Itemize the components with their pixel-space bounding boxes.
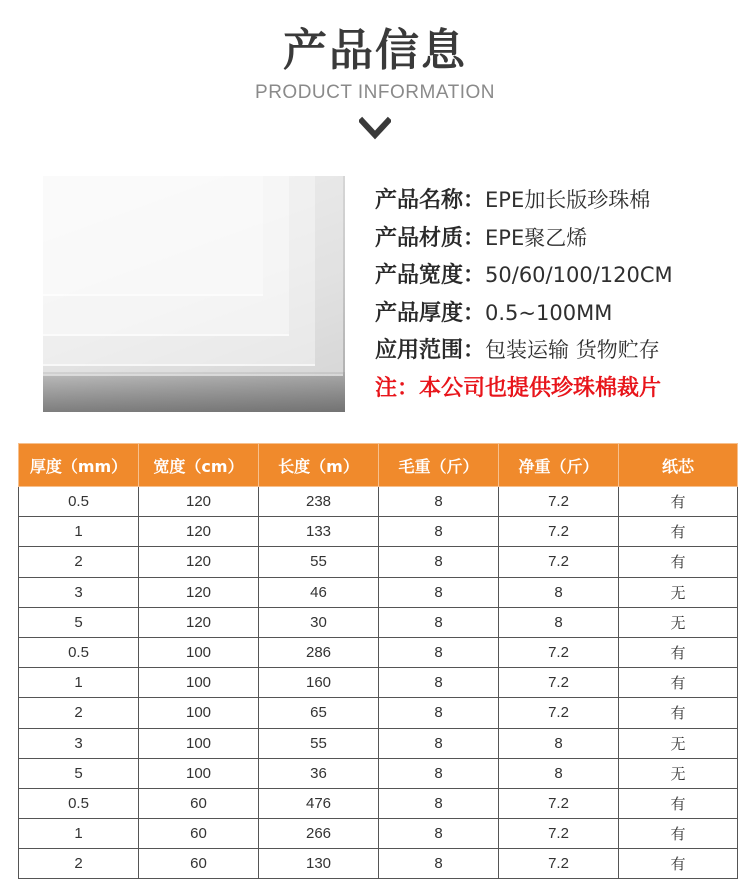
cell-thickness: 5: [19, 607, 139, 637]
cell-net-weight: 7.2: [499, 517, 619, 547]
info-row-name: [375, 183, 673, 221]
cell-thickness: 0.5: [19, 637, 139, 667]
table-row: [19, 517, 738, 547]
table-header-row: [19, 444, 738, 487]
note-text: 注：本公司也提供珍珠棉裁片: [375, 375, 662, 401]
header-net-weight: 净重（斤）: [499, 444, 619, 487]
cell-width: 120: [139, 607, 259, 637]
cell-width: 60: [139, 788, 259, 818]
cell-paper-core: 无: [619, 728, 738, 758]
cell-width: 100: [139, 637, 259, 667]
product-info-list: [375, 183, 673, 408]
cell-thickness: 1: [19, 819, 139, 849]
header-thickness: 厚度（mm）: [19, 444, 139, 487]
cell-thickness: 5: [19, 758, 139, 788]
cell-gross-weight: 8: [379, 577, 499, 607]
cell-length: 476: [259, 788, 379, 818]
info-row-thickness: [375, 296, 673, 334]
cell-paper-core: 有: [619, 547, 738, 577]
info-label: 产品名称：: [375, 188, 486, 213]
cell-gross-weight: 8: [379, 728, 499, 758]
spec-table: [18, 443, 738, 879]
info-row-material: [375, 221, 673, 259]
table-row: [19, 487, 738, 517]
table-row: [19, 728, 738, 758]
cell-length: 133: [259, 517, 379, 547]
cell-length: 266: [259, 819, 379, 849]
cell-thickness: 2: [19, 698, 139, 728]
cell-width: 60: [139, 819, 259, 849]
table-row: [19, 849, 738, 879]
cell-paper-core: 无: [619, 577, 738, 607]
cell-paper-core: 有: [619, 788, 738, 818]
cell-thickness: 2: [19, 547, 139, 577]
cell-width: 100: [139, 668, 259, 698]
info-label: 产品厚度：: [375, 300, 486, 326]
info-label: 应用范围：: [375, 338, 486, 363]
cell-width: 100: [139, 758, 259, 788]
cell-paper-core: 无: [619, 607, 738, 637]
cell-paper-core: 有: [619, 849, 738, 879]
cell-gross-weight: 8: [379, 819, 499, 849]
table-row: [19, 819, 738, 849]
header-length: 长度（m）: [259, 444, 379, 487]
cell-gross-weight: 8: [379, 487, 499, 517]
header-gross-weight: 毛重（斤）: [379, 444, 499, 487]
table-row: [19, 788, 738, 818]
cell-width: 120: [139, 547, 259, 577]
info-value: 50/60/100/120CM: [485, 263, 673, 287]
cell-length: 36: [259, 758, 379, 788]
table-row: [19, 758, 738, 788]
cell-net-weight: 8: [499, 728, 619, 758]
cell-length: 46: [259, 577, 379, 607]
cell-length: 65: [259, 698, 379, 728]
chevron-down-icon: [359, 116, 391, 142]
cell-gross-weight: 8: [379, 547, 499, 577]
cell-gross-weight: 8: [379, 698, 499, 728]
cell-net-weight: 7.2: [499, 547, 619, 577]
cell-net-weight: 7.2: [499, 668, 619, 698]
cell-length: 55: [259, 547, 379, 577]
info-label: 产品材质：: [375, 225, 486, 251]
cell-gross-weight: 8: [379, 849, 499, 879]
cell-length: 160: [259, 668, 379, 698]
cell-gross-weight: 8: [379, 758, 499, 788]
page-subtitle: PRODUCT INFORMATION: [255, 82, 495, 103]
cell-paper-core: 有: [619, 487, 738, 517]
info-value: 包装运输 货物贮存: [485, 338, 660, 362]
cell-gross-weight: 8: [379, 607, 499, 637]
table-row: [19, 577, 738, 607]
cell-net-weight: 8: [499, 758, 619, 788]
cell-paper-core: 有: [619, 637, 738, 667]
cell-width: 120: [139, 577, 259, 607]
cell-gross-weight: 8: [379, 668, 499, 698]
cell-thickness: 1: [19, 517, 139, 547]
cell-net-weight: 7.2: [499, 487, 619, 517]
cell-thickness: 3: [19, 728, 139, 758]
cell-thickness: 3: [19, 577, 139, 607]
cell-paper-core: 有: [619, 668, 738, 698]
table-row: [19, 698, 738, 728]
cell-gross-weight: 8: [379, 788, 499, 818]
info-label: 产品宽度：: [375, 263, 486, 288]
cell-width: 100: [139, 728, 259, 758]
cell-thickness: 0.5: [19, 788, 139, 818]
cell-net-weight: 7.2: [499, 637, 619, 667]
table-row: [19, 637, 738, 667]
cell-net-weight: 7.2: [499, 849, 619, 879]
table-row: [19, 668, 738, 698]
cell-paper-core: 有: [619, 819, 738, 849]
info-row-application: [375, 333, 673, 371]
cell-width: 60: [139, 849, 259, 879]
cell-paper-core: 无: [619, 758, 738, 788]
cell-net-weight: 8: [499, 577, 619, 607]
info-value: 0.5~100MM: [485, 300, 613, 325]
cell-length: 130: [259, 849, 379, 879]
cell-thickness: 2: [19, 849, 139, 879]
cell-width: 120: [139, 517, 259, 547]
cell-paper-core: 有: [619, 698, 738, 728]
cell-net-weight: 7.2: [499, 698, 619, 728]
cell-paper-core: 有: [619, 517, 738, 547]
cell-length: 238: [259, 487, 379, 517]
info-value: EPE加长版珍珠棉: [485, 188, 651, 212]
cell-net-weight: 7.2: [499, 819, 619, 849]
info-value: EPE聚乙烯: [485, 225, 588, 250]
header-paper-core: 纸芯: [619, 444, 738, 487]
cell-net-weight: 7.2: [499, 788, 619, 818]
header-width: 宽度（cm）: [139, 444, 259, 487]
cell-width: 120: [139, 487, 259, 517]
cell-width: 100: [139, 698, 259, 728]
cell-thickness: 1: [19, 668, 139, 698]
cell-length: 30: [259, 607, 379, 637]
cell-length: 286: [259, 637, 379, 667]
table-row: [19, 547, 738, 577]
product-photo: [43, 176, 345, 412]
cell-gross-weight: 8: [379, 517, 499, 547]
cell-length: 55: [259, 728, 379, 758]
table-row: [19, 607, 738, 637]
page-title: 产品信息: [283, 25, 467, 76]
cell-net-weight: 8: [499, 607, 619, 637]
info-row-width: [375, 258, 673, 296]
cell-thickness: 0.5: [19, 487, 139, 517]
cell-gross-weight: 8: [379, 637, 499, 667]
